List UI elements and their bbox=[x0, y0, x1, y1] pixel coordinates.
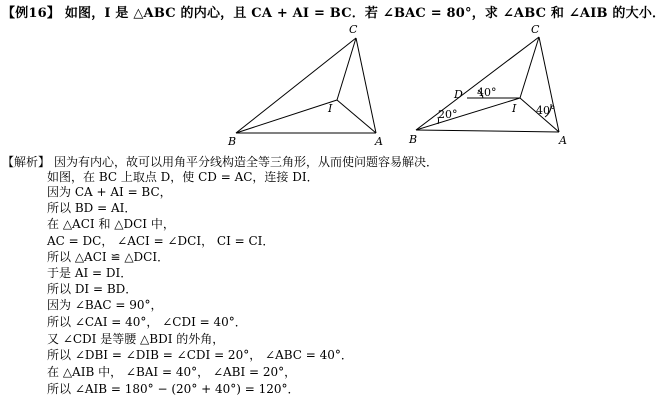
fig2-angle-d: 40° bbox=[477, 86, 497, 99]
solution-line-4: 所以 BD = AI． bbox=[47, 201, 137, 215]
solution-line-7: 所以 △ACI ≌ △DCI． bbox=[47, 250, 170, 264]
fig1-label-i: I bbox=[328, 102, 333, 115]
fig2-label-d: D bbox=[454, 88, 463, 101]
solution-line-11: 所以 ∠CAI = 40°， ∠CDI = 40°． bbox=[47, 315, 247, 329]
fig2-label-b: B bbox=[409, 133, 418, 146]
fig2-angle-b: 20° bbox=[438, 108, 458, 121]
fig1-label-a: A bbox=[375, 135, 383, 148]
solution-line-13: 所以 ∠DBI = ∠DIB = ∠CDI = 20°， ∠ABC = 40°． bbox=[47, 348, 353, 362]
fig2-label-c: C bbox=[531, 23, 540, 36]
solution-line-2: 如图，在 BC 上取点 D，使 CD = AC，连接 DI． bbox=[47, 170, 319, 184]
fig2-label-i: I bbox=[512, 102, 517, 115]
fig1-label-c: C bbox=[349, 23, 358, 36]
problem-tag: 【例16】 bbox=[2, 6, 61, 21]
problem-text: 如图，I 是 △ABC 的内心，且 CA + AI = BC．若 ∠BAC = 80°，求 ∠ABC 和 ∠AIB 的大小． bbox=[64, 6, 665, 21]
fig2-angle-a: 40° bbox=[536, 104, 556, 117]
solution-line-1: 因为有内心，故可以用角平分线构造全等三角形，从而使问题容易解决． bbox=[54, 155, 439, 169]
solution-line-14: 在 △AIB 中， ∠BAI = 40°， ∠ABI = 20°， bbox=[47, 365, 297, 379]
analysis-label: 【解析】 bbox=[2, 155, 51, 169]
solution-line-5: 在 △ACI 和 △DCI 中， bbox=[47, 217, 175, 231]
solution-line-9: 所以 DI = BD． bbox=[47, 282, 138, 296]
fig2-label-a: A bbox=[559, 134, 567, 147]
solution-line-12: 又 ∠CDI 是等腰 △BDI 的外角， bbox=[47, 332, 225, 346]
solution-line-6: AC = DC， ∠ACI = ∠DCI， CI = CI． bbox=[47, 234, 275, 248]
solution-line-10: 因为 ∠BAC = 90°， bbox=[47, 298, 163, 312]
fig1-label-b: B bbox=[228, 135, 237, 148]
solution-line-15: 所以 ∠AIB = 180° − (20° + 40°) = 120°． bbox=[47, 382, 300, 396]
solution-line-8: 于是 AI = DI． bbox=[47, 266, 133, 280]
solution-line-3: 因为 CA + AI = BC， bbox=[47, 185, 172, 199]
